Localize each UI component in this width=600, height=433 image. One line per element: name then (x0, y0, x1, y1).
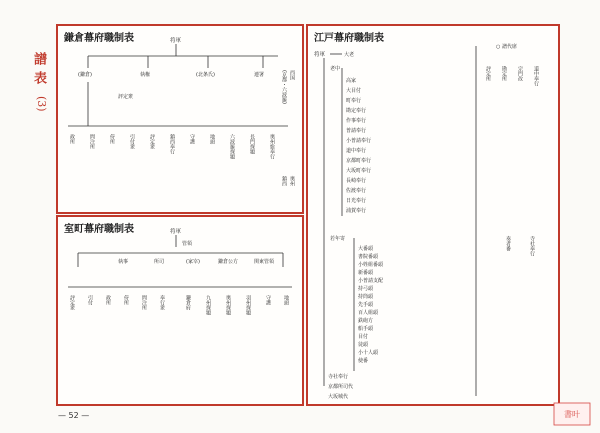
edo-left-item: 日光奉行 (346, 198, 367, 204)
edo-left-item: 佐渡奉行 (346, 188, 367, 194)
edo-left-item: 普請奉行 (346, 128, 367, 134)
edo-bottom-items (328, 373, 353, 400)
edo-far-right-item: 寺社奉行 (529, 236, 535, 256)
kamakura-branch1: 連署 (254, 72, 265, 78)
muromachi-title: 室町幕府職制表 (64, 224, 134, 235)
edo-right-item: 先手頭 (358, 302, 374, 308)
muromachi-label: 執事 (118, 259, 129, 265)
kamakura-node: 侍所 (109, 134, 115, 144)
page-number: — 52 — (58, 411, 90, 420)
edo-right-item: 小十人頭 (358, 350, 379, 356)
edo-far-right (505, 235, 535, 257)
edo-panel (306, 24, 560, 406)
edo-right-item: 船手頭 (358, 326, 374, 332)
muromachi-node: 引付 (87, 295, 93, 305)
edo-right-item: 大番頭 (358, 246, 374, 252)
kamakura-right-node: 奥州 (289, 176, 295, 186)
edo-root: 将軍 (314, 52, 326, 58)
muromachi-root: 将軍 (170, 229, 182, 235)
kamakura-panel (56, 24, 304, 214)
edo-right-item: 持筒頭 (358, 294, 374, 300)
muromachi-panel (56, 215, 304, 406)
muromachi-labels (118, 258, 274, 265)
kamakura-right-node: 西国 (289, 70, 295, 80)
edo-right-item: 百人組頭 (358, 310, 379, 316)
muromachi-label: (家宰) (186, 259, 200, 265)
margin-number: (3) (35, 96, 48, 112)
edo-left-item: 作事奉行 (346, 118, 367, 124)
edo-left-items (346, 77, 371, 214)
edo-right-col-item: 勘定所 (501, 66, 507, 81)
muromachi-node: 政所 (105, 295, 111, 305)
kamakura-node: 地頭 (209, 134, 215, 144)
muromachi-node: 侍所 (123, 295, 129, 305)
edo-left-item: 勘定奉行 (346, 108, 367, 114)
muromachi-node: 地頭 (283, 295, 289, 305)
muromachi-node: 問注所 (141, 295, 147, 310)
edo-roju: 老中 (330, 66, 341, 72)
edo-right-item: 新番頭 (358, 270, 374, 276)
margin-title: 譜表 (31, 52, 46, 90)
kamakura-nodes (69, 133, 275, 160)
edo-left-item: 大坂町奉行 (346, 168, 372, 174)
muromachi-node: 九州探題 (205, 295, 211, 315)
edo-left-item: 町奉行 (346, 98, 362, 104)
kamakura-title: 鎌倉幕府職制表 (64, 33, 134, 44)
edo-left-item: 大目付 (346, 88, 362, 94)
kamakura-right-nodes (281, 69, 296, 187)
muromachi-nodes (69, 294, 289, 316)
edo-left-item: 高家 (346, 78, 357, 84)
edo-right-item: 小姓組番頭 (358, 262, 384, 268)
edo-right-item: 書院番頭 (358, 254, 379, 260)
kamakura-node: 政所 (69, 134, 75, 144)
edo-right-col-item: 道中奉行 (533, 66, 539, 86)
edo-right-col-item: 評定所 (485, 66, 491, 81)
kamakura-node: 鎮西奉行 (169, 134, 175, 154)
kamakura-node: 評定衆 (149, 134, 155, 149)
muromachi-label: 鎌倉公方 (218, 259, 239, 265)
kamakura-node: 守護 (189, 134, 195, 144)
publisher-logo (552, 401, 592, 427)
kamakura-node: 長門探題 (249, 134, 255, 154)
muromachi-label: 所司 (154, 259, 165, 265)
muromachi-node: 奉行衆 (159, 295, 165, 310)
kamakura-right-node: 鎮西 (281, 176, 287, 186)
edo-right-items (358, 245, 384, 364)
kamakura-left-top: (鎌倉) (78, 72, 92, 78)
kamakura-node: 問注所 (89, 134, 95, 149)
edo-tree (308, 26, 558, 404)
edo-left-item: 道中奉行 (346, 148, 367, 154)
muromachi-node: 鎌倉府 (185, 295, 191, 310)
muromachi-node: 評定衆 (69, 295, 75, 310)
kamakura-tree (58, 26, 302, 212)
edo-left-item: 京都町奉行 (346, 158, 372, 164)
edo-left-item: 長崎奉行 (346, 178, 367, 184)
edo-bottom-item: 寺社奉行 (328, 374, 349, 380)
edo-right-item: 持弓頭 (358, 286, 374, 292)
edo-left-item: 浦賀奉行 (346, 208, 367, 214)
kamakura-right-top: (北条氏) (196, 72, 215, 78)
edo-right-col (485, 65, 539, 87)
kamakura-node: 六波羅探題 (229, 134, 235, 159)
muromachi-label: 関東管領 (254, 259, 275, 265)
muromachi-tree (58, 217, 302, 404)
edo-left-item: 小普請奉行 (346, 138, 372, 144)
kamakura-branch2: 評定衆 (118, 94, 134, 100)
kamakura-right-node: (京都・六波羅) (281, 70, 287, 104)
edo-top-left: 大老 (344, 52, 355, 58)
edo-right-item: 徒頭 (358, 342, 369, 348)
muromachi-node: 羽州探題 (245, 295, 251, 315)
kamakura-node: 奥州総奉行 (269, 134, 275, 159)
edo-bottom-item: 大坂城代 (328, 394, 349, 400)
muromachi-kanrei: 管領 (182, 241, 193, 247)
muromachi-node: 守護 (265, 295, 271, 305)
kamakura-mid-top: 執権 (140, 72, 151, 78)
edo-right-legend: ○ 譜代席 (496, 44, 517, 50)
edo-right-item: 鉄砲方 (358, 318, 374, 324)
edo-far-right-item: 奏者番 (505, 236, 511, 251)
edo-title: 江戸幕府職制表 (314, 33, 384, 44)
kamakura-node: 引付衆 (129, 134, 135, 149)
kamakura-root: 将軍 (170, 38, 182, 44)
edo-right-item: 目付 (358, 334, 369, 340)
logo-text: 書叶 (564, 410, 580, 419)
muromachi-node: 奥州探題 (225, 295, 231, 315)
edo-wakadoshiyori: 若年寄 (330, 236, 346, 242)
edo-right-item: 小普請支配 (358, 278, 384, 284)
edo-bottom-item: 京都所司代 (328, 384, 354, 390)
edo-right-item: 使番 (358, 358, 369, 364)
edo-right-col-item: 宗門改 (517, 66, 523, 81)
